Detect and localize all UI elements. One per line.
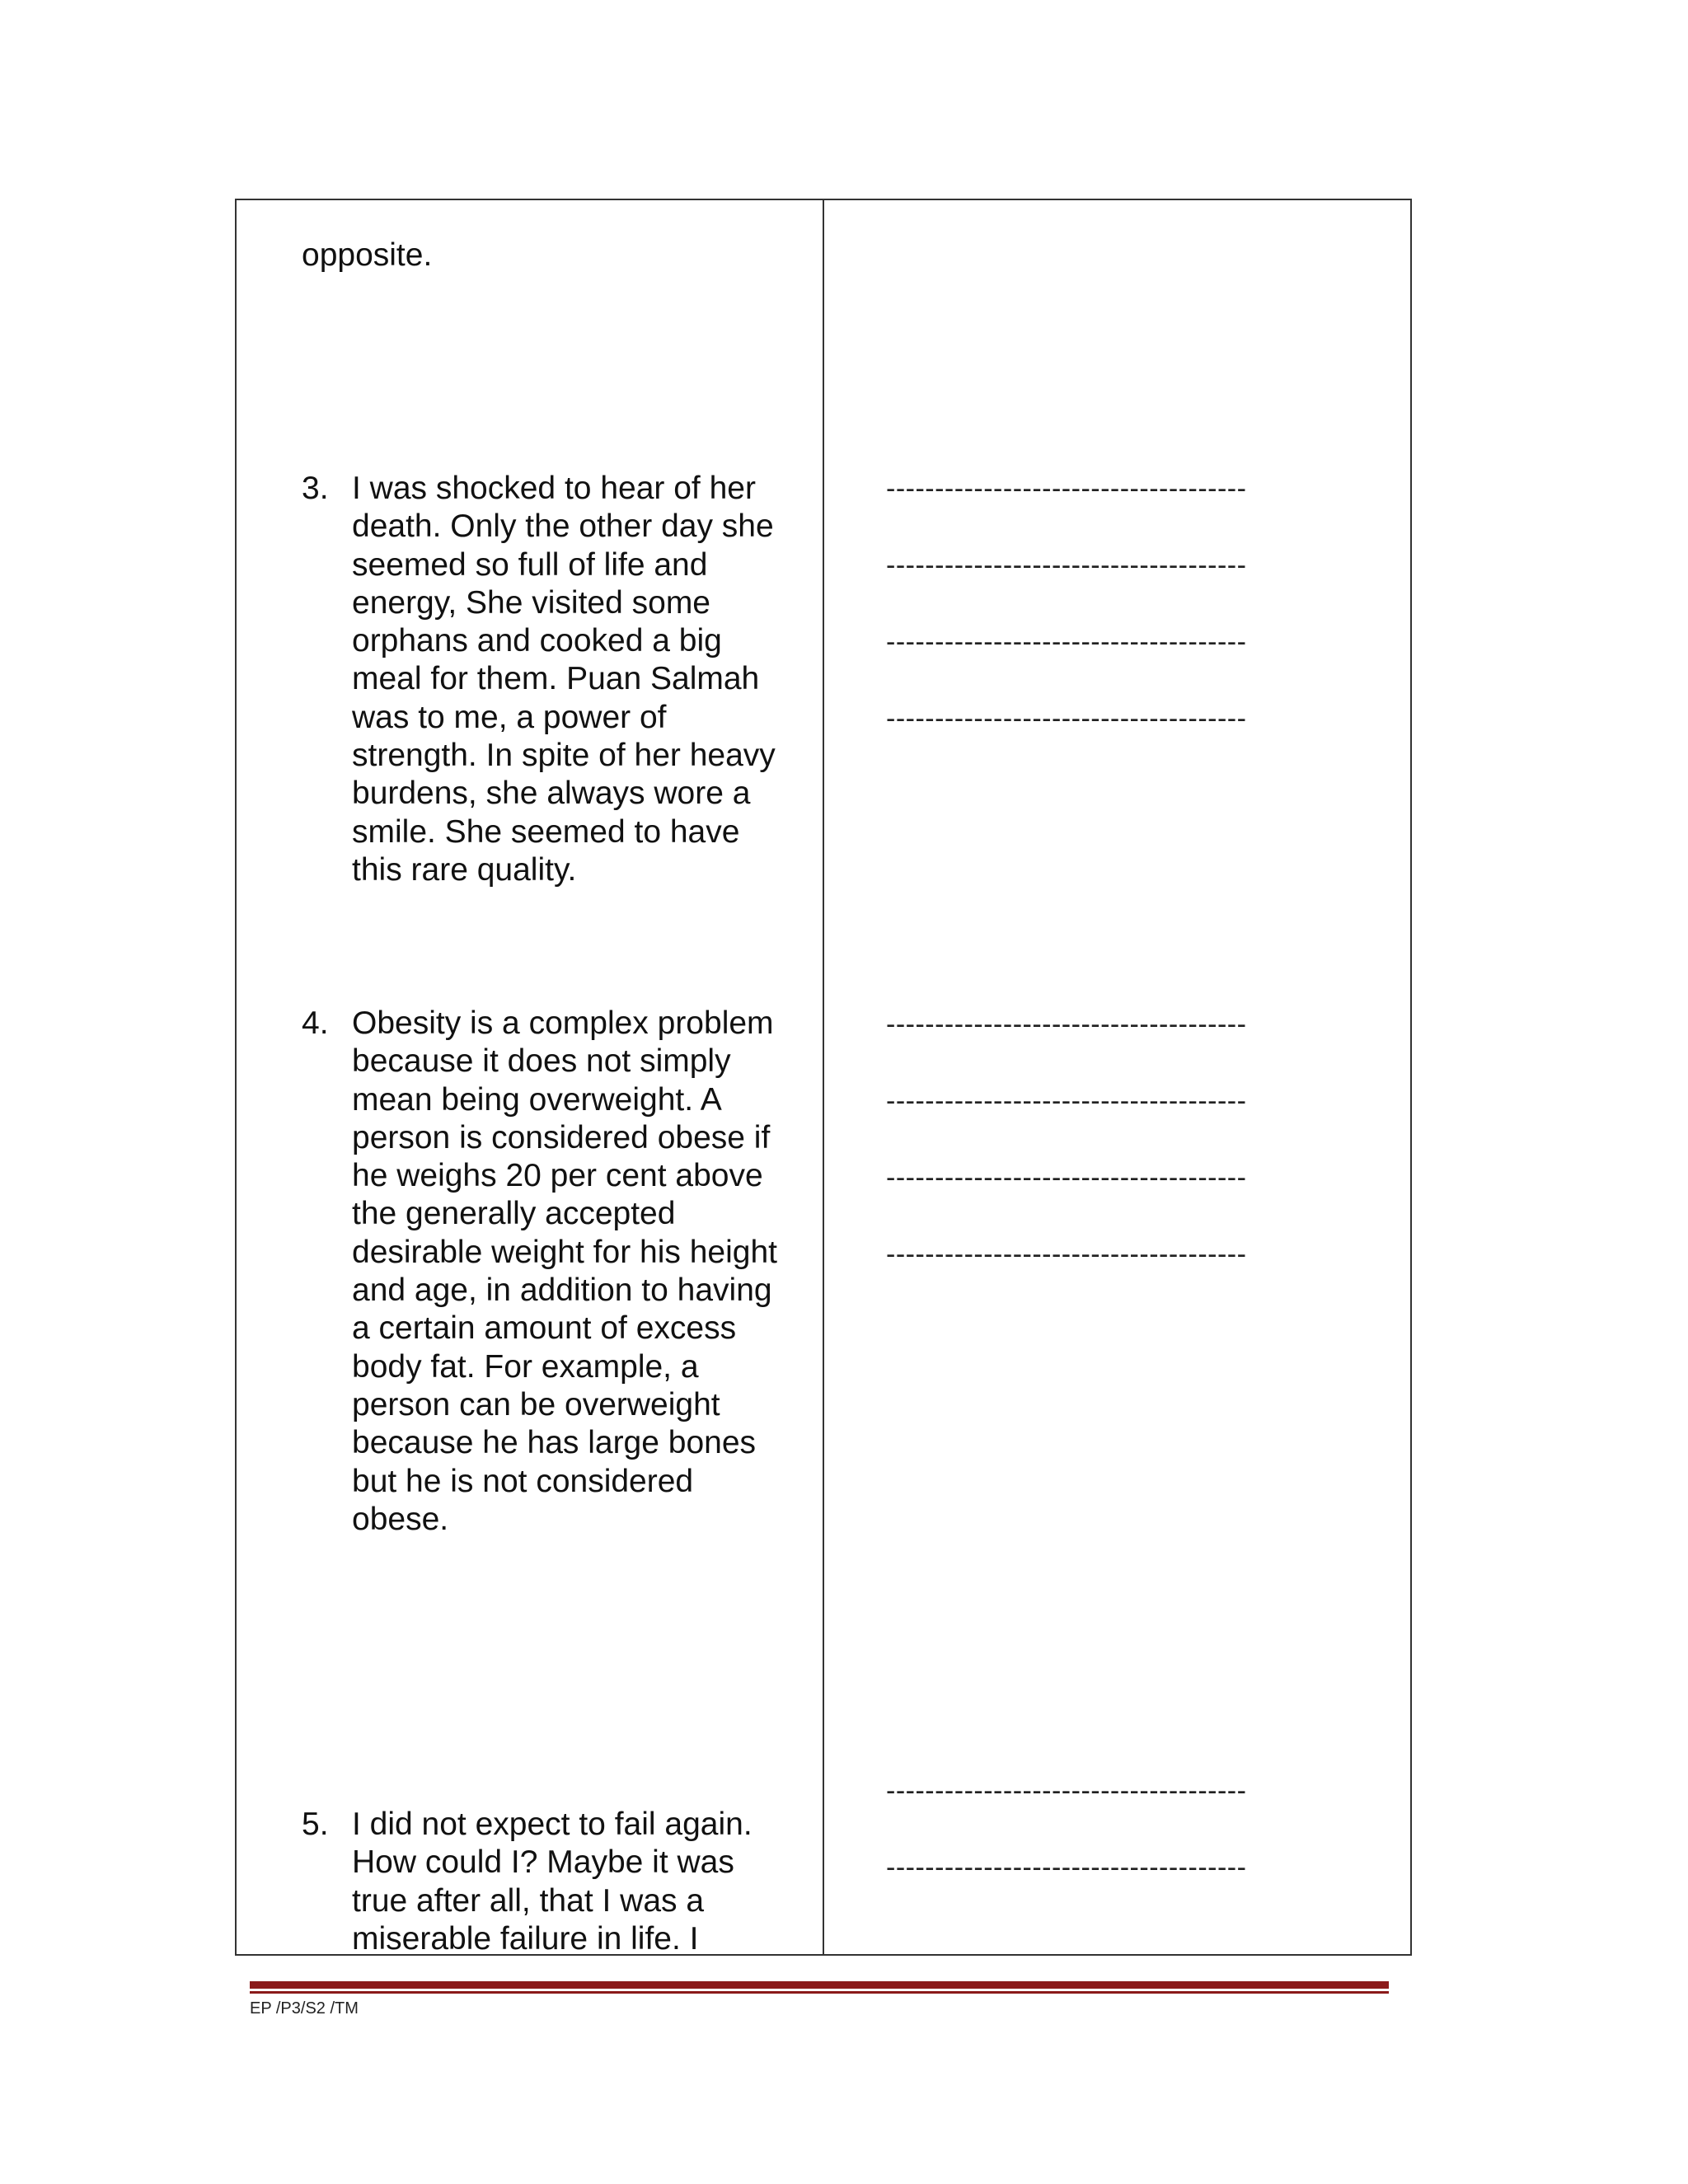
question-number: 3. [302,471,329,506]
question-line: he weighs 20 per cent above [352,1158,763,1194]
answer-line[interactable]: ------------------------------------- [886,1162,1247,1193]
question-line: meal for them. Puan Salmah [352,661,760,697]
question-line: energy, She visited some [352,584,710,621]
question-line: miserable failure in life. I [352,1920,699,1957]
question-text [352,470,814,889]
question-line: body fat. For example, a [352,1348,699,1385]
question-line: a certain amount of excess [352,1310,737,1347]
answer-line[interactable]: ------------------------------------- [886,1085,1247,1117]
question-line: because he has large bones [352,1425,757,1461]
answer-line[interactable]: ------------------------------------- [886,703,1247,734]
question-line: person can be overweight [352,1386,720,1422]
answer-line[interactable]: ------------------------------------- [886,1009,1247,1040]
column-divider [823,200,824,1954]
question-line: burdens, she always wore a [352,776,751,812]
opening-text: opposite. [302,237,433,273]
question-line: and age, in addition to having [352,1272,772,1309]
question-line: was to me, a power of [352,699,667,735]
question-line: seemed so full of life and [352,546,708,583]
question-line: strength. In spite of her heavy [352,738,776,774]
question-line: smile. She seemed to have [352,813,740,850]
question-number: 5. [302,1807,329,1842]
question-line: true after all, that I was a [352,1882,705,1919]
question-line: because it does not simply [352,1043,731,1080]
answer-line[interactable]: ------------------------------------- [886,473,1247,504]
answer-line[interactable]: ------------------------------------- [886,1852,1247,1883]
question-line: How could I? Maybe it was [352,1844,734,1881]
question-line: orphans and cooked a big [352,623,722,659]
worksheet-table [235,199,1412,1956]
footer-rule [250,1981,1389,1989]
question-text [352,1806,814,1958]
question-line: I did not expect to fail again. [352,1807,753,1842]
question-line: Obesity is a complex problem [352,1005,774,1041]
question-line: this rare quality. [352,851,577,888]
question-line: desirable weight for his height [352,1234,777,1270]
question-line: death. Only the other day she [352,509,774,545]
footer-rule-thin [250,1991,1389,1994]
answer-line[interactable]: ------------------------------------- [886,626,1247,658]
question-line: I was shocked to hear of her [352,471,756,506]
answer-line[interactable]: ------------------------------------- [886,1775,1247,1807]
answer-line[interactable]: ------------------------------------- [886,1239,1247,1270]
answer-line[interactable]: ------------------------------------- [886,550,1247,581]
question-line: obese. [352,1501,449,1537]
question-line: person is considered obese if [352,1119,771,1155]
question-line: but he is not considered [352,1463,694,1499]
question-number: 4. [302,1005,329,1041]
question-text [352,1005,814,1539]
footer-code: EP /P3/S2 /TM [250,1999,359,2018]
question-line: mean being overweight. A [352,1081,722,1118]
question-line: the generally accepted [352,1196,676,1232]
